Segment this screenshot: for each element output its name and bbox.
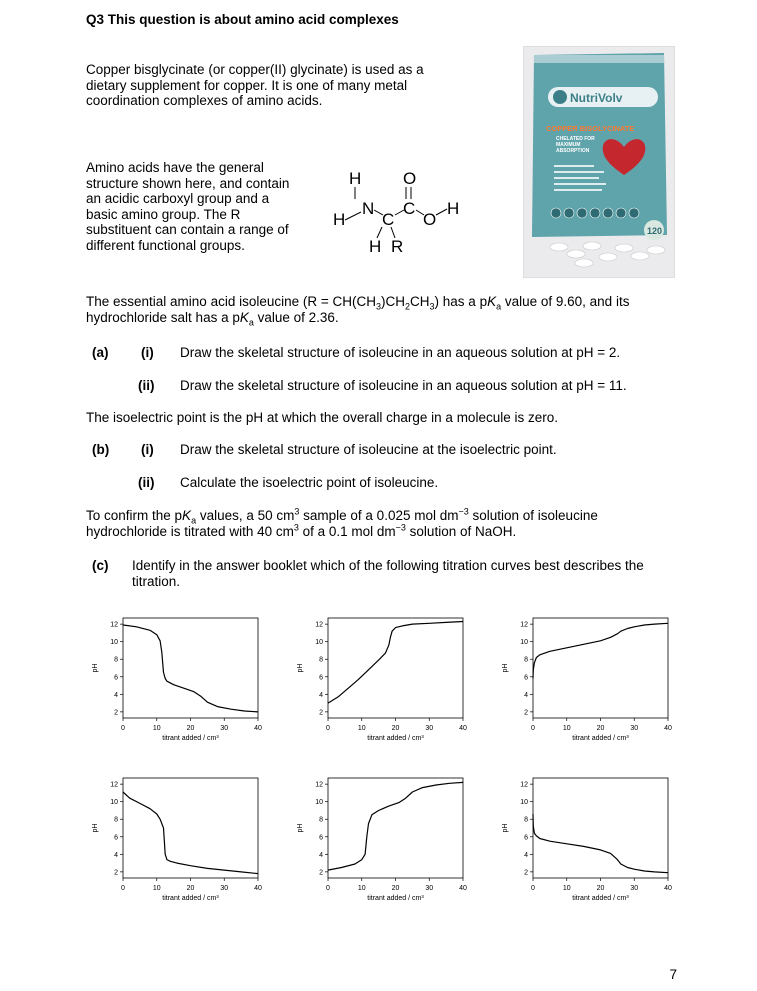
titration-curve <box>533 623 668 678</box>
text-run: To confirm the p <box>86 508 183 523</box>
x-axis-label: titrant added / cm³ <box>367 895 424 902</box>
amino-acid-paragraph <box>86 160 289 253</box>
x-tick-label: 0 <box>531 885 535 892</box>
titration-curve <box>123 625 258 712</box>
x-tick-label: 30 <box>630 725 639 732</box>
text-run: CH <box>410 294 430 309</box>
titration-curve <box>328 782 463 870</box>
part-c-text <box>132 558 644 589</box>
plot-frame <box>328 778 463 878</box>
y-tick-label: 8 <box>319 656 323 664</box>
claim-line: ABSORPTION <box>556 148 590 154</box>
text-run: ) has a p <box>434 294 488 309</box>
subscript: 3 <box>376 301 382 312</box>
count-label: 120 <box>647 226 663 236</box>
amino-line: structure shown here, and contain <box>86 175 290 191</box>
y-tick-label: 12 <box>110 621 118 629</box>
question-title: Q3 This question is about amino acid complexes <box>86 12 399 27</box>
italic-k: K <box>182 508 192 523</box>
y-tick-label: 8 <box>319 816 323 824</box>
x-axis-label: titrant added / cm³ <box>572 895 629 902</box>
intro-line: coordination complexes of amino acids. <box>86 93 323 108</box>
x-tick-label: 0 <box>531 725 535 732</box>
part-a-i-text: Draw the skeletal structure of isoleucine in an aqueous solution at pH = 2. <box>180 345 621 360</box>
text-run: hydrochloride salt has a p <box>86 309 240 325</box>
y-tick-label: 6 <box>524 674 528 682</box>
x-tick-label: 20 <box>186 885 195 892</box>
x-tick-label: 40 <box>664 725 672 732</box>
x-tick-label: 10 <box>152 885 161 892</box>
setup-line-2 <box>86 524 598 540</box>
plot-frame <box>533 618 668 718</box>
y-tick-label: 2 <box>114 709 118 717</box>
y-tick-label: 2 <box>524 869 528 877</box>
supplement-bag-illustration <box>524 47 674 277</box>
x-axis-label: titrant added / cm³ <box>162 895 219 902</box>
brand-logo-icon <box>553 90 567 104</box>
amino-line: basic amino group. The R <box>86 206 241 222</box>
x-tick-label: 10 <box>562 725 571 732</box>
x-tick-label: 40 <box>459 885 467 892</box>
y-tick-label: 10 <box>110 799 118 807</box>
x-tick-label: 40 <box>459 725 467 732</box>
subscript: 2 <box>405 301 411 312</box>
page-number: 7 <box>669 967 677 982</box>
atom-h-amino: H <box>333 210 346 229</box>
text-run: value of 9.60, and its <box>501 294 630 309</box>
x-tick-label: 0 <box>326 725 330 732</box>
x-tick-label: 40 <box>254 725 262 732</box>
y-axis-label: pH <box>92 663 99 673</box>
amino-line: different functional groups. <box>86 237 245 253</box>
x-tick-label: 10 <box>357 725 366 732</box>
part-a-ii-label: (ii) <box>138 378 155 393</box>
y-tick-label: 4 <box>319 691 323 699</box>
y-tick-label: 10 <box>520 639 528 647</box>
x-tick-label: 40 <box>254 885 262 892</box>
isoleucine-line-1 <box>86 294 629 310</box>
titration-setup-paragraph <box>86 508 598 539</box>
y-tick-label: 12 <box>520 621 528 629</box>
y-tick-label: 8 <box>114 816 118 824</box>
atom-c-carboxyl: C <box>403 199 416 218</box>
text-run: values, a 50 cm <box>196 508 295 523</box>
y-axis-label: pH <box>297 663 304 673</box>
x-axis-label: titrant added / cm³ <box>162 735 219 742</box>
x-tick-label: 10 <box>357 885 366 892</box>
y-tick-label: 2 <box>114 869 118 877</box>
superscript: −3 <box>458 506 469 517</box>
intro-line: dietary supplement for copper. It is one of many metal <box>86 77 408 93</box>
part-a-label: (a) <box>92 345 109 360</box>
part-b-i-text: Draw the skeletal structure of isoleucine at the isoelectric point. <box>180 442 557 457</box>
y-tick-label: 12 <box>315 621 323 629</box>
subscript: 3 <box>429 301 435 312</box>
superscript: −3 <box>395 522 406 532</box>
intro-line: Copper bisglycinate (or copper(II) glycinate) is used as a <box>86 62 424 77</box>
subscript: a <box>248 317 254 328</box>
part-a-ii-text: Draw the skeletal structure of isoleucine in an aqueous solution at pH = 11. <box>180 378 627 393</box>
part-c-line: Identify in the answer booklet which of the following titration curves best describes the <box>132 558 644 573</box>
claim-line: CHELATED FOR <box>556 136 595 142</box>
y-tick-label: 6 <box>319 834 323 842</box>
atom-h-hydroxyl: H <box>447 199 460 218</box>
x-tick-label: 30 <box>630 885 639 892</box>
plot-frame <box>328 618 463 718</box>
atom-h-alpha: H <box>369 237 382 256</box>
superscript: 3 <box>294 506 300 517</box>
part-b-i-label: (i) <box>141 442 154 457</box>
y-tick-label: 10 <box>110 639 118 647</box>
brand-name: NutriVolv <box>570 91 623 105</box>
atom-h-top: H <box>349 169 362 188</box>
y-tick-label: 8 <box>114 656 118 664</box>
italic-k: K <box>239 309 249 325</box>
y-axis-label: pH <box>502 663 509 673</box>
text-run: The essential amino acid isoleucine (R = CH(CH <box>86 294 376 309</box>
y-tick-label: 4 <box>114 691 118 699</box>
subscript: a <box>191 515 197 526</box>
text-run: sample of a 0.025 mol dm <box>299 508 459 523</box>
text-run: hydrochloride is titrated with 40 cm <box>86 523 294 539</box>
y-tick-label: 12 <box>110 781 118 789</box>
part-c-line: titration. <box>132 573 181 589</box>
plot-frame <box>533 778 668 878</box>
atom-o-hydroxyl: O <box>423 210 437 229</box>
amino-line: substituent can contain a range of <box>86 222 289 237</box>
y-tick-label: 12 <box>520 781 528 789</box>
y-tick-label: 10 <box>315 799 323 807</box>
x-tick-label: 30 <box>425 725 434 732</box>
y-tick-label: 12 <box>315 781 323 789</box>
titration-curve <box>328 622 463 704</box>
x-tick-label: 10 <box>562 885 571 892</box>
x-tick-label: 20 <box>391 885 400 892</box>
x-tick-label: 0 <box>121 725 125 732</box>
supplement-photo <box>523 46 675 278</box>
part-b-ii-label: (ii) <box>138 475 155 490</box>
isoleucine-line-2 <box>86 310 629 326</box>
atom-o-top: O <box>403 169 417 188</box>
y-tick-label: 6 <box>524 834 528 842</box>
y-tick-label: 2 <box>319 869 323 877</box>
isoelectric-definition: The isoelectric point is the pH at which the overall charge in a molecule is zero. <box>86 410 558 425</box>
y-tick-label: 2 <box>524 709 528 717</box>
plot-frame <box>123 618 258 718</box>
part-c-label: (c) <box>92 558 109 573</box>
x-tick-label: 30 <box>425 885 434 892</box>
x-tick-label: 30 <box>220 885 229 892</box>
x-axis-label: titrant added / cm³ <box>367 735 424 742</box>
amino-line: Amino acids have the general <box>86 160 264 175</box>
subscript: a <box>496 301 502 312</box>
italic-k: K <box>487 294 497 309</box>
atom-c-alpha: C <box>382 210 395 229</box>
y-tick-label: 6 <box>319 674 323 682</box>
amino-acid-structure <box>325 158 525 268</box>
y-tick-label: 6 <box>114 834 118 842</box>
x-tick-label: 20 <box>596 725 605 732</box>
part-b-label: (b) <box>92 442 110 457</box>
setup-line-1 <box>86 508 598 524</box>
x-tick-label: 40 <box>664 885 672 892</box>
x-tick-label: 10 <box>152 725 161 732</box>
y-tick-label: 4 <box>319 851 323 859</box>
y-tick-label: 4 <box>524 691 528 699</box>
product-name: COPPER BISGLYCINATE <box>546 124 635 133</box>
x-tick-label: 30 <box>220 725 229 732</box>
amino-line: an acidic carboxyl group and a <box>86 191 270 206</box>
text-run: of a 0.1 mol dm <box>298 523 396 539</box>
isoleucine-paragraph <box>86 294 630 328</box>
y-tick-label: 6 <box>114 674 118 682</box>
part-b-ii-text: Calculate the isoelectric point of isoleucine. <box>180 475 439 490</box>
superscript: 3 <box>293 522 299 532</box>
text-run: )CH <box>381 294 406 309</box>
titration-curve <box>123 792 258 874</box>
atom-r: R <box>391 237 404 256</box>
y-tick-label: 4 <box>114 851 118 859</box>
y-axis-label: pH <box>502 823 509 833</box>
intro-paragraph <box>86 62 424 109</box>
y-axis-label: pH <box>297 823 304 833</box>
x-tick-label: 20 <box>391 725 400 732</box>
x-tick-label: 20 <box>596 885 605 892</box>
y-tick-label: 10 <box>315 639 323 647</box>
titration-curve <box>533 814 668 873</box>
y-tick-label: 10 <box>520 799 528 807</box>
text-run: solution of isoleucine <box>468 508 598 523</box>
y-tick-label: 4 <box>524 851 528 859</box>
text-run: solution of NaOH. <box>405 523 517 539</box>
text-run: value of 2.36. <box>253 309 339 325</box>
part-a-i-label: (i) <box>141 345 154 360</box>
x-tick-label: 20 <box>186 725 195 732</box>
x-tick-label: 0 <box>326 885 330 892</box>
y-axis-label: pH <box>92 823 99 833</box>
x-axis-label: titrant added / cm³ <box>572 735 629 742</box>
y-tick-label: 8 <box>524 656 528 664</box>
x-tick-label: 0 <box>121 885 125 892</box>
claim-line: MAXIMUM <box>556 142 581 148</box>
atom-n: N <box>362 199 375 218</box>
y-tick-label: 8 <box>524 816 528 824</box>
y-tick-label: 2 <box>319 709 323 717</box>
titration-curves <box>0 600 757 945</box>
plot-frame <box>123 778 258 878</box>
